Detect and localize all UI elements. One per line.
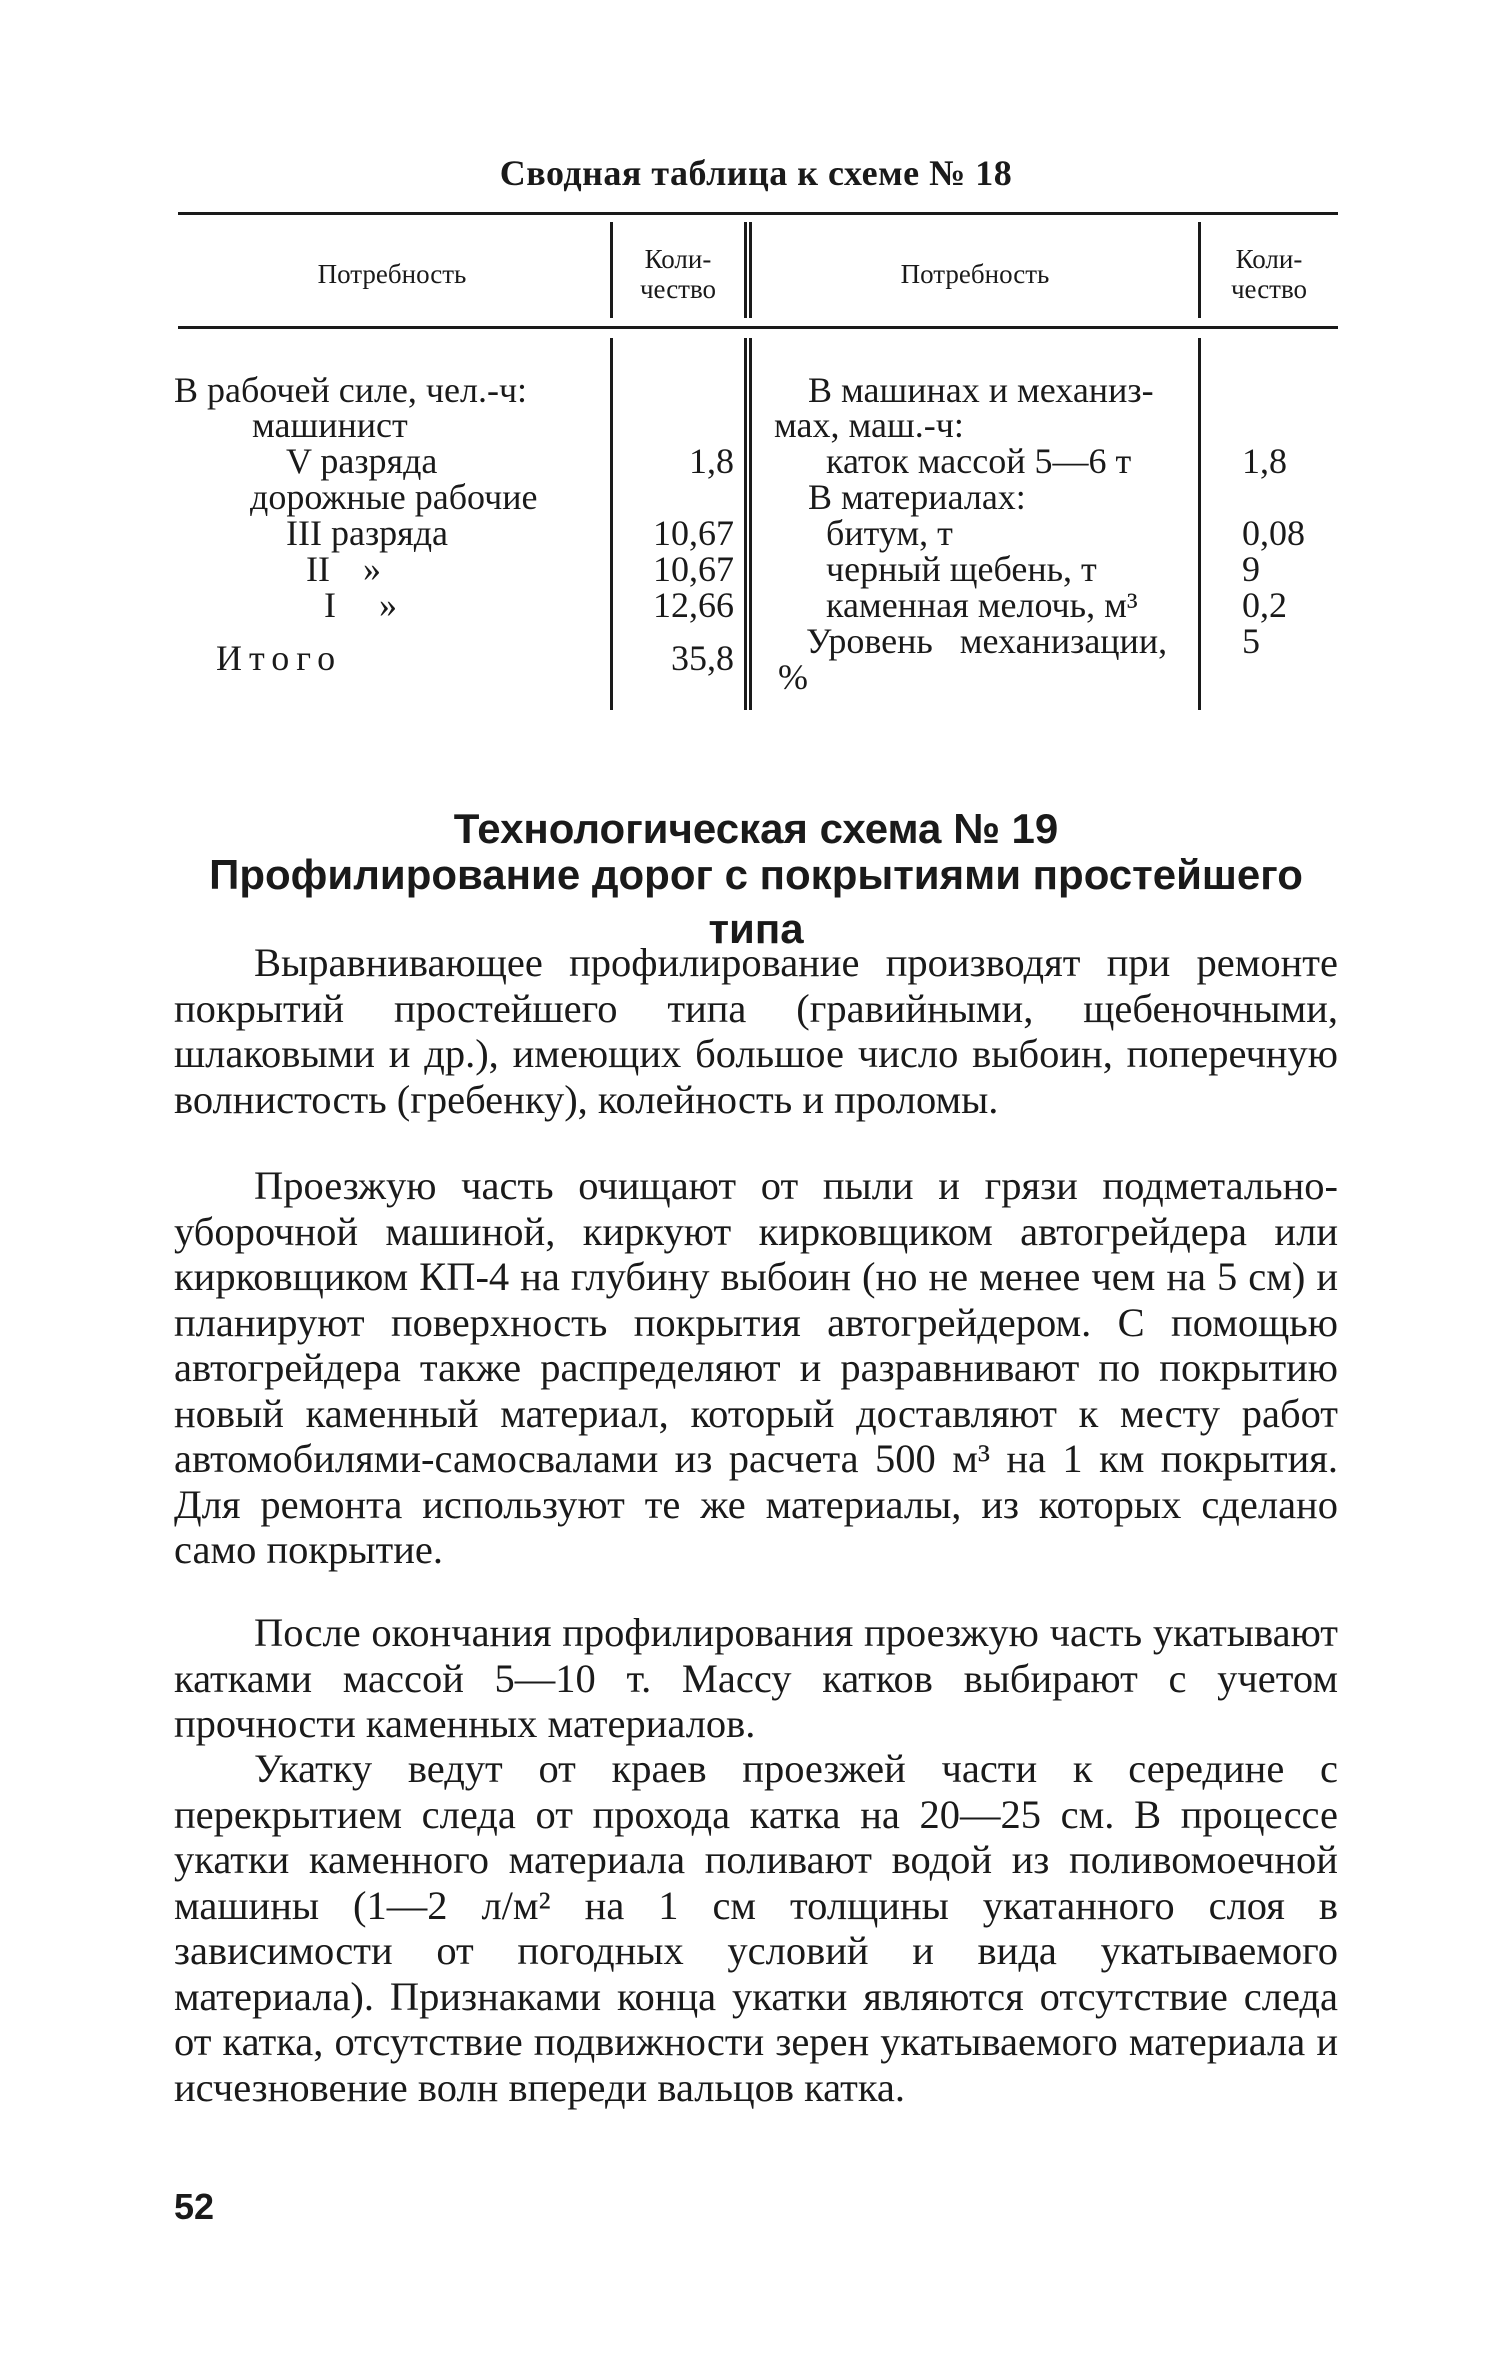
scheme-title: Технологическая схема № 19 <box>453 805 1059 852</box>
left-row-label: В рабочей силе, чел.-ч: <box>174 370 528 410</box>
table-header-rule <box>178 326 1338 329</box>
page-number: 52 <box>174 2186 215 2227</box>
table-divider <box>744 222 747 318</box>
left-row-label: дорожные рабочие <box>250 477 538 517</box>
left-row-label: Итого <box>216 638 343 678</box>
left-row-value: 10,67 <box>653 513 734 553</box>
table-title: Сводная таблица к схеме № 18 <box>499 153 1013 193</box>
header-qty-left: Коли- чество <box>639 244 717 304</box>
header-need-left: Потребность <box>317 259 467 289</box>
right-row-value: 0,2 <box>1242 585 1287 625</box>
body-paragraph: Укатку ведут от краев проезжей части к середине с перекрытием следа от прохода катка на 20—25 см. В процессе укатки каменного материала поливают водой из поливомоечной машины (1—2 л/м² на 1 см толщины укатанного слоя в зависимости от погодных условий и вида укатываемого материала). Признаками конца укатки являются отсутствие следа от катка, отсутствие подвижности зерен укатываемого материала и исчезновение волн впереди вальцов катка. <box>174 1746 1338 2110</box>
table-divider <box>749 338 752 710</box>
left-row-label: машинист <box>252 405 408 445</box>
left-row-value: 1,8 <box>689 441 734 481</box>
body-paragraph: После окончания профилирования проезжую часть укатывают катками массой 5—10 т. Массу катков выбирают с учетом прочности каменных материалов. <box>174 1610 1338 1746</box>
scheme-subtitle: Профилирование дорог с покрытиями простейшего типа <box>209 851 1303 952</box>
right-row-label: каменная мелочь, м³ <box>826 585 1138 625</box>
left-row-label: III разряда <box>286 513 449 553</box>
left-row-label: I » <box>324 585 397 625</box>
left-row-value: 10,67 <box>653 549 734 589</box>
table-top-rule <box>178 212 1338 215</box>
right-row-label: черный щебень, т <box>826 549 1097 589</box>
right-row-value: 1,8 <box>1242 441 1287 481</box>
right-row-label: В машинах и механиз- <box>808 370 1154 410</box>
right-row-label: битум, т <box>826 513 953 553</box>
table-divider <box>610 338 613 710</box>
body-paragraph: Выравнивающее профилирование производят при ремонте покрытий простейшего типа (гравийными, щебеночными, шлаковыми и др.), имеющих большое число выбоин, поперечную волнистость (гребенку), колейность и проломы. <box>174 940 1338 1122</box>
left-row-label: V разряда <box>286 441 438 481</box>
right-row-label: % <box>778 657 808 697</box>
table-divider <box>744 338 747 710</box>
header-need-right: Потребность <box>900 259 1050 289</box>
right-row-label: каток массой 5—6 т <box>826 441 1132 481</box>
right-row-label: В материалах: <box>808 477 1026 517</box>
right-row-value: 5 <box>1242 621 1260 661</box>
right-row-value: 0,08 <box>1242 513 1305 553</box>
right-row-label: Уровень механизации, <box>806 621 1168 661</box>
header-qty-right: Коли- чество <box>1230 244 1308 304</box>
table-divider <box>1198 338 1201 710</box>
left-row-value: 12,66 <box>653 585 734 625</box>
body-paragraph: Проезжую часть очищают от пыли и грязи подметально-уборочной машиной, киркуют кирковщиком автогрейдера или кирковщиком КП-4 на глубину выбоин (но не менее чем на 5 см) и планируют поверхность покрытия автогрейдером. С помощью автогрейдера также распределяют и разравнивают по покрытию новый каменный материал, который доставляют к месту работ автомобилями-самосвалами из расчета 500 м³ на 1 км покрытия. Для ремонта используют те же материалы, из которых сделано само покрытие. <box>174 1163 1338 1572</box>
left-row-label: II » <box>306 549 381 589</box>
left-row-value: 35,8 <box>671 638 734 678</box>
right-row-label: мах, маш.-ч: <box>774 405 964 445</box>
right-row-value: 9 <box>1242 549 1260 589</box>
